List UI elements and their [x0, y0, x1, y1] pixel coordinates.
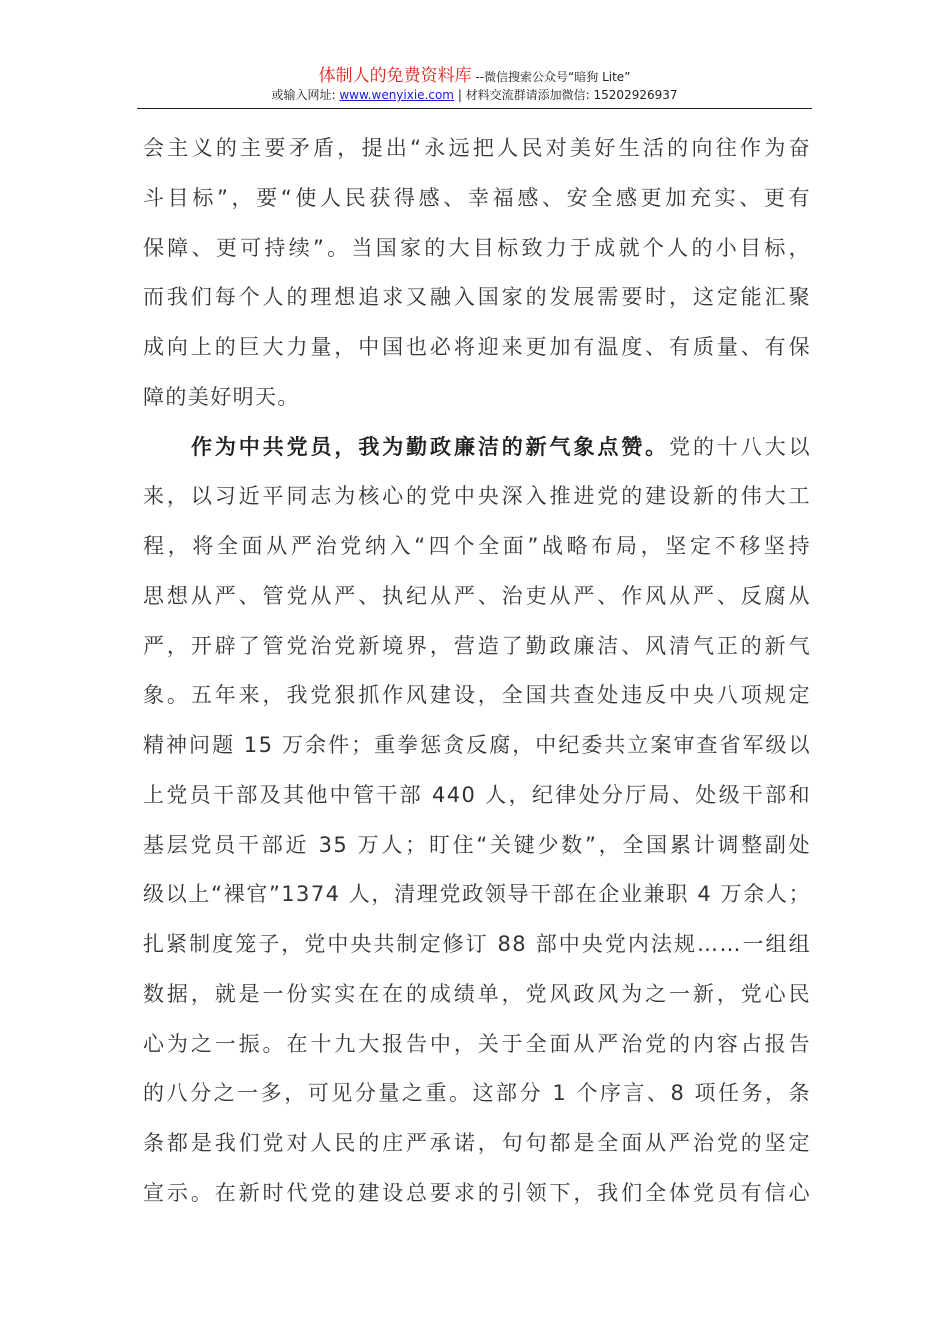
paragraph-2 — [143, 423, 811, 1219]
text-line: 的八分之一多，可见分量之重。这部分 1 个序言、8 项任务，条 — [143, 1081, 811, 1106]
text-line: 思想从严、管党从严、执纪从严、治吏从严、作风从严、反腐从 — [143, 583, 811, 608]
text-line: 会主义的主要矛盾，提出“永远把人民对美好生活的向往作为奋 — [143, 136, 811, 160]
text-line: 障的美好明天。 — [143, 384, 300, 409]
paragraph-1 — [143, 124, 811, 423]
header-divider — [137, 108, 812, 109]
text-line — [143, 423, 811, 473]
document-body — [143, 124, 811, 1219]
text-line: 程，将全面从严治党纳入“四个全面”战略布局，坚定不移坚持 — [143, 534, 811, 558]
header-contact — [137, 87, 812, 103]
text-span: 党的十八大以 — [669, 434, 811, 459]
text-line: 来，以习近平同志为核心的党中央深入推进党的建设新的伟大工 — [143, 484, 811, 509]
text-line: 级以上“裸官”1374 人，清理党政领导干部在企业兼职 4 万余人； — [143, 882, 811, 907]
text-line: 宣示。在新时代党的建设总要求的引领下，我们全体党员有信心 — [143, 1180, 811, 1205]
page-header — [137, 66, 812, 103]
text-line: 精神问题 15 万余件；重拳惩贪反腐，中纪委共立案审查省军级以 — [143, 733, 811, 757]
text-line: 心为之一振。在十九大报告中，关于全面从严治党的内容占报告 — [143, 1031, 811, 1056]
brand-title: 体制人的免费资料库 — [318, 66, 472, 86]
contact-text: | 材料交流群请添加微信: 15202926937 — [454, 88, 678, 102]
brand-subtitle: --微信搜索公众号“暗狗 Lite” — [471, 70, 631, 84]
text-line: 数据，就是一份实实在在的成绩单，党风政风为之一新，党心民 — [143, 981, 811, 1006]
text-line: 扎紧制度笼子，党中央共制定修订 88 部中央党内法规……一组组 — [143, 932, 811, 956]
text-line: 象。五年来，我党狠抓作风建设，全国共查处违反中央八项规定 — [143, 683, 811, 708]
website-link[interactable]: www.wenyixie.com — [339, 88, 454, 102]
text-line: 而我们每个人的理想追求又融入国家的发展需要时，这定能汇聚 — [143, 285, 811, 310]
text-line: 成向上的巨大力量，中国也必将迎来更加有温度、有质量、有保 — [143, 335, 811, 359]
text-line: 斗目标”，要“使人民获得感、幸福感、安全感更加充实、更有 — [143, 185, 811, 210]
text-line: 保障、更可持续”。当国家的大目标致力于成就个人的小目标， — [143, 235, 811, 260]
paragraph-heading: 作为中共党员，我为勤政廉洁的新气象点赞。 — [191, 434, 670, 459]
text-line: 基层党员干部近 35 万人；盯住“关键少数”，全国累计调整副处 — [143, 832, 811, 857]
header-banner — [137, 66, 812, 87]
url-label: 或输入网址: — [271, 88, 340, 102]
text-line: 严，开辟了管党治党新境界，营造了勤政廉洁、风清气正的新气 — [143, 633, 811, 658]
text-line: 条都是我们党对人民的庄严承诺，句句都是全面从严治党的坚定 — [143, 1131, 811, 1155]
text-line: 上党员干部及其他中管干部 440 人，纪律处分厅局、处级干部和 — [143, 782, 811, 807]
